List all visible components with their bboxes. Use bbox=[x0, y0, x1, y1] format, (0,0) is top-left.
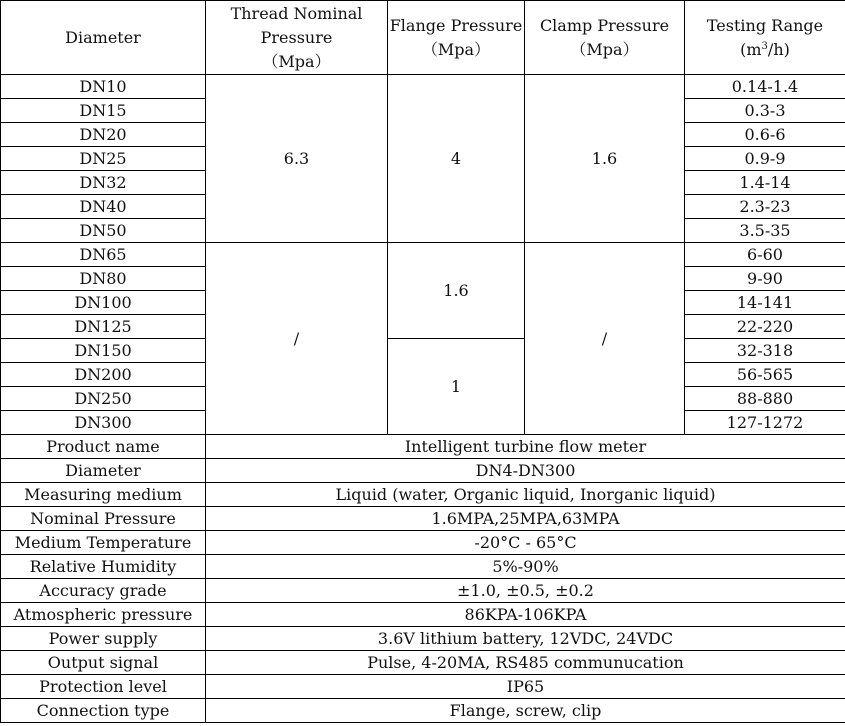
spec-value: Liquid (water, Organic liquid, Inorganic liquid) bbox=[206, 483, 845, 507]
spec-label: Accuracy grade bbox=[1, 579, 206, 603]
spec-row bbox=[1, 435, 845, 459]
spec-row bbox=[1, 627, 845, 651]
diameter-cell: DN40 bbox=[1, 195, 206, 219]
header-diameter: Diameter bbox=[1, 1, 206, 75]
table-row bbox=[1, 339, 845, 363]
diameter-cell: DN150 bbox=[1, 339, 206, 363]
spec-row bbox=[1, 699, 845, 723]
spec-value: DN4-DN300 bbox=[206, 459, 845, 483]
flange-pressure-cell: 1.6 bbox=[388, 243, 525, 339]
diameter-cell: DN300 bbox=[1, 411, 206, 435]
range-cell: 3.5-35 bbox=[685, 219, 845, 243]
range-cell: 88-880 bbox=[685, 387, 845, 411]
spec-value: IP65 bbox=[206, 675, 845, 699]
diameter-cell: DN50 bbox=[1, 219, 206, 243]
diameter-cell: DN125 bbox=[1, 315, 206, 339]
spec-label: Relative Humidity bbox=[1, 555, 206, 579]
diameter-cell: DN10 bbox=[1, 75, 206, 99]
range-cell: 0.3-3 bbox=[685, 99, 845, 123]
clamp-pressure-cell: 1.6 bbox=[525, 75, 685, 243]
spec-row bbox=[1, 579, 845, 603]
spec-value: 3.6V lithium battery, 12VDC, 24VDC bbox=[206, 627, 845, 651]
spec-label: Atmospheric pressure bbox=[1, 603, 206, 627]
spec-value: Flange, screw, clip bbox=[206, 699, 845, 723]
diameter-cell: DN32 bbox=[1, 171, 206, 195]
spec-row bbox=[1, 603, 845, 627]
range-cell: 0.6-6 bbox=[685, 123, 845, 147]
range-cell: 56-565 bbox=[685, 363, 845, 387]
spec-value: -20°C - 65°C bbox=[206, 531, 845, 555]
range-cell: 14-141 bbox=[685, 291, 845, 315]
spec-label: Nominal Pressure bbox=[1, 507, 206, 531]
spec-row bbox=[1, 507, 845, 531]
diameter-cell: DN25 bbox=[1, 147, 206, 171]
diameter-cell: DN200 bbox=[1, 363, 206, 387]
diameter-cell: DN15 bbox=[1, 99, 206, 123]
spec-value: 86KPA-106KPA bbox=[206, 603, 845, 627]
spec-value: ±1.0, ±0.5, ±0.2 bbox=[206, 579, 845, 603]
clamp-pressure-cell: / bbox=[525, 243, 685, 435]
range-cell: 9-90 bbox=[685, 267, 845, 291]
spec-label: Output signal bbox=[1, 651, 206, 675]
spec-row bbox=[1, 483, 845, 507]
range-cell: 32-318 bbox=[685, 339, 845, 363]
header-thread-pressure: Thread Nominal Pressure （Mpa） bbox=[206, 1, 388, 75]
spec-label: Diameter bbox=[1, 459, 206, 483]
spec-row bbox=[1, 555, 845, 579]
thread-pressure-cell: / bbox=[206, 243, 388, 435]
diameter-cell: DN20 bbox=[1, 123, 206, 147]
spec-label: Medium Temperature bbox=[1, 531, 206, 555]
spec-value: 1.6MPA,25MPA,63MPA bbox=[206, 507, 845, 531]
table-row bbox=[1, 75, 845, 99]
spec-row bbox=[1, 459, 845, 483]
header-testing-range: Testing Range $(m^3/h)$ bbox=[685, 1, 845, 75]
flange-pressure-cell: 4 bbox=[388, 75, 525, 243]
spec-value: Intelligent turbine flow meter bbox=[206, 435, 845, 459]
range-cell: 1.4-14 bbox=[685, 171, 845, 195]
table-row bbox=[1, 243, 845, 267]
range-cell: 0.14-1.4 bbox=[685, 75, 845, 99]
header-clamp-pressure: Clamp Pressure （Mpa） bbox=[525, 1, 685, 75]
spec-value: 5%-90% bbox=[206, 555, 845, 579]
spec-label: Protection level bbox=[1, 675, 206, 699]
range-cell: 22-220 bbox=[685, 315, 845, 339]
spec-label: Measuring medium bbox=[1, 483, 206, 507]
range-cell: 0.9-9 bbox=[685, 147, 845, 171]
spec-value: Pulse, 4-20MA, RS485 communucation bbox=[206, 651, 845, 675]
diameter-cell: DN65 bbox=[1, 243, 206, 267]
flange-pressure-cell: 1 bbox=[388, 339, 525, 435]
header-flange-pressure: Flange Pressure （Mpa） bbox=[388, 1, 525, 75]
spec-row bbox=[1, 651, 845, 675]
thread-pressure-cell: 6.3 bbox=[206, 75, 388, 243]
spec-row bbox=[1, 675, 845, 699]
range-cell: 2.3-23 bbox=[685, 195, 845, 219]
diameter-cell: DN100 bbox=[1, 291, 206, 315]
diameter-cell: DN80 bbox=[1, 267, 206, 291]
spec-label: Product name bbox=[1, 435, 206, 459]
header-row bbox=[1, 1, 845, 75]
spec-label: Power supply bbox=[1, 627, 206, 651]
range-cell: 6-60 bbox=[685, 243, 845, 267]
spec-row bbox=[1, 531, 845, 555]
range-cell: 127-1272 bbox=[685, 411, 845, 435]
diameter-cell: DN250 bbox=[1, 387, 206, 411]
spec-label: Connection type bbox=[1, 699, 206, 723]
